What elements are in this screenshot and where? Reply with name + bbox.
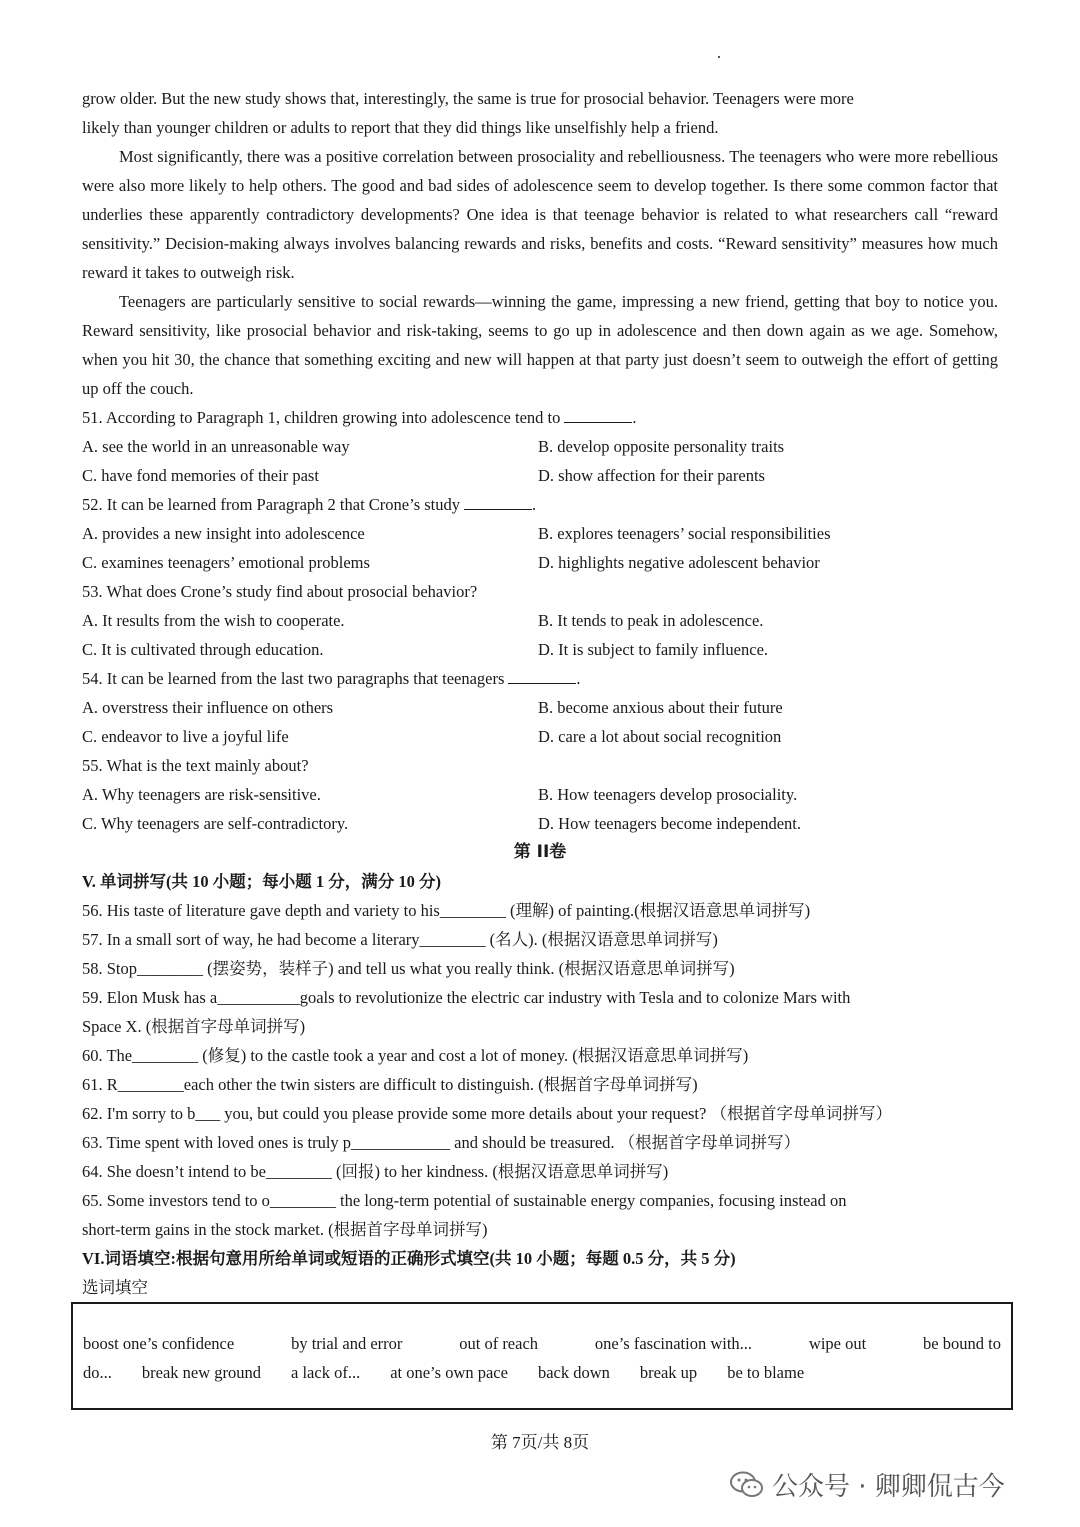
option-b: B. become anxious about their future: [538, 698, 783, 717]
exam-page: [82, 84, 998, 1302]
question-53: [82, 577, 998, 664]
word-bank-item: wipe out: [808, 1334, 867, 1353]
option-b: B. It tends to peak in adolescence.: [538, 611, 764, 630]
word-bank-item: a lack of...: [291, 1363, 361, 1382]
word-bank-item: be to blame: [727, 1363, 805, 1382]
answer-blank[interactable]: [564, 408, 632, 423]
option-b: B. develop opposite personality traits: [538, 437, 785, 456]
option-c: C. have fond memories of their past: [82, 466, 319, 485]
option-a: A. overstress their influence on others: [82, 698, 334, 717]
word-bank-item: by trial and error: [291, 1334, 403, 1353]
word-bank-item: break new ground: [141, 1363, 262, 1382]
option-b: B. explores teenagers’ social responsibilities: [538, 524, 831, 543]
spelling-item-59: 59. Elon Musk has a__________goals to revolutionize the electric car industry with Tesla and to colonize Mars with: [82, 988, 851, 1007]
section-6-heading: VI.词语填空:根据句意用所给单词或短语的正确形式填空(共 10 小题；每题 0.5 分，共 5 分): [82, 1249, 736, 1268]
passage-paragraph-4: Teenagers are particularly sensitive to social rewards—winning the game, impressing a new friend, getting that boy to notice you. Reward sensitivity, like prosocial behavior and risk-taking, seems to go up in adolescence and then down again as we age. Somehow, when you hit 30, the chance that something exciting and new will happen at that party just doesn’t seem to outweigh the effort of getting up off the couch.: [82, 292, 998, 398]
word-bank-row-2: [83, 1358, 1001, 1387]
part-two-title: 第 II卷: [513, 842, 567, 862]
question-55: [82, 751, 998, 838]
spelling-item-63: 63. Time spent with loved ones is truly p____________ and should be treasured. （根据首字母单词拼写）: [82, 1133, 801, 1152]
section-5-heading: V. 单词拼写(共 10 小题；每小题 1 分，满分 10 分): [82, 872, 442, 891]
question-54: 54. It can be learned from the last two paragraphs that teenagers . A. overstress their influence on others B. become anxious about their future C. endeavor to live a joyful life D. care a lot about social recognition: [82, 664, 998, 751]
word-bank-item: at one’s own pace: [390, 1363, 508, 1382]
question-stem: 52. It can be learned from Paragraph 2 that Crone’s study: [82, 495, 461, 514]
passage-paragraph-3: Most significantly, there was a positive correlation between prosociality and rebelliousness. The teenagers who were more rebellious were also more likely to help others. The good and bad sides of adolescence seem to develop together. Is there some common factor that underlies these apparently contradictory developments? One idea is that teenage behavior is related to what researchers call “reward sensitivity.” Decision-making always involves balancing rewards and risks, benefits and costs. “Reward sensitivity” measures how much reward it takes to outweigh risk.: [82, 147, 998, 282]
wechat-watermark: [730, 1466, 1005, 1503]
option-c: C. It is cultivated through education.: [82, 640, 324, 659]
word-bank-item: out of reach: [459, 1334, 539, 1353]
spelling-item-65-cont: short-term gains in the stock market. (根据首字母单词拼写): [82, 1220, 488, 1239]
spelling-item-56: 56. His taste of literature gave depth and variety to his________ (理解) of painting.(根据汉语意思单词拼写): [82, 901, 811, 920]
spelling-item-65: 65. Some investors tend to o________ the long-term potential of sustainable energy companies, focusing instead on: [82, 1191, 847, 1210]
word-bank-box: [71, 1302, 1013, 1410]
option-d: D. How teenagers become independent.: [538, 814, 801, 833]
option-d: D. show affection for their parents: [538, 466, 765, 485]
question-stem: 54. It can be learned from the last two paragraphs that teenagers: [82, 669, 505, 688]
word-bank-item: back down: [537, 1363, 610, 1382]
spelling-item-59-cont: Space X. (根据首字母单词拼写): [82, 1017, 306, 1036]
passage-line: grow older. But the new study shows that, interestingly, the same is true for prosocial behavior. Teenagers were more: [82, 89, 854, 108]
spelling-item-64: 64. She doesn’t intend to be________ (回报) to her kindness. (根据汉语意思单词拼写): [82, 1162, 669, 1181]
option-a: A. see the world in an unreasonable way: [82, 437, 350, 456]
spelling-item-60: 60. The________ (修复) to the castle took a year and cost a lot of money. (根据汉语意思单词拼写): [82, 1046, 749, 1065]
option-d: D. It is subject to family influence.: [538, 640, 769, 659]
word-bank-item: do...: [83, 1363, 112, 1382]
option-b: B. How teenagers develop prosociality.: [538, 785, 798, 804]
scan-speck: [718, 56, 720, 58]
answer-blank[interactable]: [464, 495, 532, 510]
word-bank-item: boost one’s confidence: [83, 1334, 235, 1353]
word-bank-row-1: [83, 1329, 1001, 1358]
question-51: 51. According to Paragraph 1, children growing into adolescence tend to . A. see the world in an unreasonable way B. develop opposite personality traits C. have fond memories of their past D. show affection for their parents: [82, 403, 998, 490]
question-stem: 51. According to Paragraph 1, children growing into adolescence tend to: [82, 408, 561, 427]
option-a: A. It results from the wish to cooperate.: [82, 611, 345, 630]
option-a: A. Why teenagers are risk-sensitive.: [82, 785, 321, 804]
answer-blank[interactable]: [508, 669, 576, 684]
option-c: C. Why teenagers are self-contradictory.: [82, 814, 349, 833]
question-stem: 55. What is the text mainly about?: [82, 756, 309, 775]
wechat-icon: [730, 1471, 764, 1499]
option-d: D. highlights negative adolescent behavior: [538, 553, 820, 572]
spelling-item-62: 62. I'm sorry to b___ you, but could you please provide some more details about your request? （根据首字母单词拼写）: [82, 1104, 892, 1123]
watermark-text: 公众号 · 卿卿侃古今: [772, 1472, 1005, 1502]
spelling-item-58: 58. Stop________ (摆姿势，装样子) and tell us what you really think. (根据汉语意思单词拼写): [82, 959, 735, 978]
question-stem: 53. What does Crone’s study find about prosocial behavior?: [82, 582, 478, 601]
option-c: C. endeavor to live a joyful life: [82, 727, 289, 746]
option-d: D. care a lot about social recognition: [538, 727, 782, 746]
question-52: 52. It can be learned from Paragraph 2 that Crone’s study . A. provides a new insight into adolescence B. explores teenagers’ social responsibilities C. examines teenagers’ emotional problems D. highlights negative adolescent behavior: [82, 490, 998, 577]
word-bank-item: one’s fascination with...: [594, 1334, 753, 1353]
page-number: 第 7页/共 8页: [490, 1433, 590, 1452]
passage-line: likely than younger children or adults to report that they did things like unselfishly help a friend.: [82, 118, 719, 137]
section-6-subheading: 选词填空: [82, 1278, 148, 1297]
word-bank-item: be bound to: [923, 1334, 1001, 1353]
word-bank-item: break up: [639, 1363, 698, 1382]
option-c: C. examines teenagers’ emotional problems: [82, 553, 370, 572]
spelling-item-57: 57. In a small sort of way, he had become a literary________ (名人). (根据汉语意思单词拼写): [82, 930, 718, 949]
spelling-item-61: 61. R________each other the twin sisters are difficult to distinguish. (根据首字母单词拼写): [82, 1075, 698, 1094]
option-a: A. provides a new insight into adolescence: [82, 524, 365, 543]
